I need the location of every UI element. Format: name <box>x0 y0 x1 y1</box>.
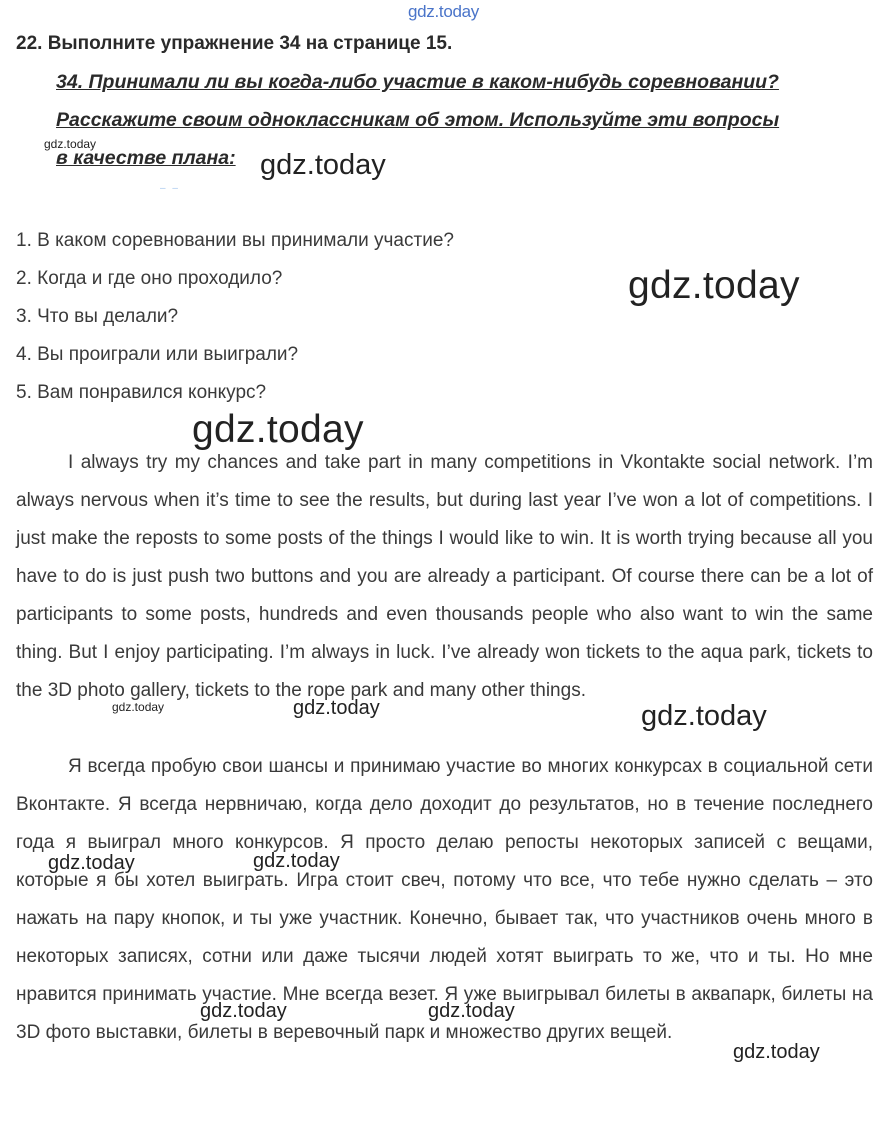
exercise-line-2: Расскажите своим одноклассникам об этом. Используйте эти вопросы <box>56 109 780 131</box>
watermark: gdz.today <box>44 137 97 151</box>
watermark: gdz.today <box>200 1000 287 1022</box>
watermark: gdz.today <box>641 700 767 732</box>
answer-russian: Я всегда пробую свои шансы и принимаю участие во многих конкурсах в социальной сети Вконтакте. Я всегда нервничаю, когда дело доходит до результатов, но в течение последнего года я выиграл много конкурсов. Я просто делаю репосты некоторых записей с вещами, которые я бы хотел выиграть. Игра стоит свеч, потому что все, что тебе нужно сделать – это нажать на пару кнопок, и ты уже участник. Конечно, бывает так, что участников очень много в некоторых записях, сотни или даже тысячи людей хотят выиграть то же, что и ты. Но мне нравится принимать участие. Мне всегда везет. Я уже выигрывал билеты в аквапарк, билеты на 3D фото выставки, билеты в веревочный парк и множество других вещей. <box>16 756 873 1043</box>
watermark: gdz.today <box>428 1000 515 1022</box>
task-title: 22. Выполните упражнение 34 на странице 15. <box>16 33 453 54</box>
watermark: gdz.today <box>112 700 165 714</box>
question-item: 5. Вам понравился конкурс? <box>16 382 267 403</box>
watermark-top: gdz.today <box>407 2 480 21</box>
exercise-line-3: в качестве плана: <box>56 147 236 169</box>
watermark: gdz.today <box>733 1041 820 1063</box>
question-item: 1. В каком соревновании вы принимали участие? <box>16 230 454 251</box>
question-item: 3. Что вы делали? <box>16 306 179 327</box>
question-item: 2. Когда и где оно проходило? <box>16 268 283 289</box>
questions-list <box>16 222 454 412</box>
faint-mark-icon: – – <box>160 183 180 194</box>
watermark: gdz.today <box>48 852 135 874</box>
watermark: gdz.today <box>293 697 380 719</box>
watermark: gdz.today <box>260 149 386 181</box>
watermark: gdz.today <box>192 408 364 451</box>
exercise-line-1: 34. Принимали ли вы когда-либо участие в каком-нибудь соревновании? <box>56 71 779 93</box>
watermark: gdz.today <box>628 264 800 307</box>
watermark: gdz.today <box>253 850 340 872</box>
answer-english: I always try my chances and take part in many competitions in Vkontakte social network. I’m always nervous when it’s time to see the results, but during last year I’ve won a lot of competitions. I just make the reposts to some posts of the things I would like to win. It is worth trying because all you have to do is just push two buttons and you are already a participant. Of course there can be a lot of participants to some posts, hundreds and even thousands people who also want to win the same thing. But I enjoy participating. I’m always in luck. I’ve already won tickets to the aqua park, tickets to the 3D photo gallery, tickets to the rope park and many other things. <box>16 452 873 701</box>
question-item: 4. Вы проиграли или выиграли? <box>16 344 299 365</box>
